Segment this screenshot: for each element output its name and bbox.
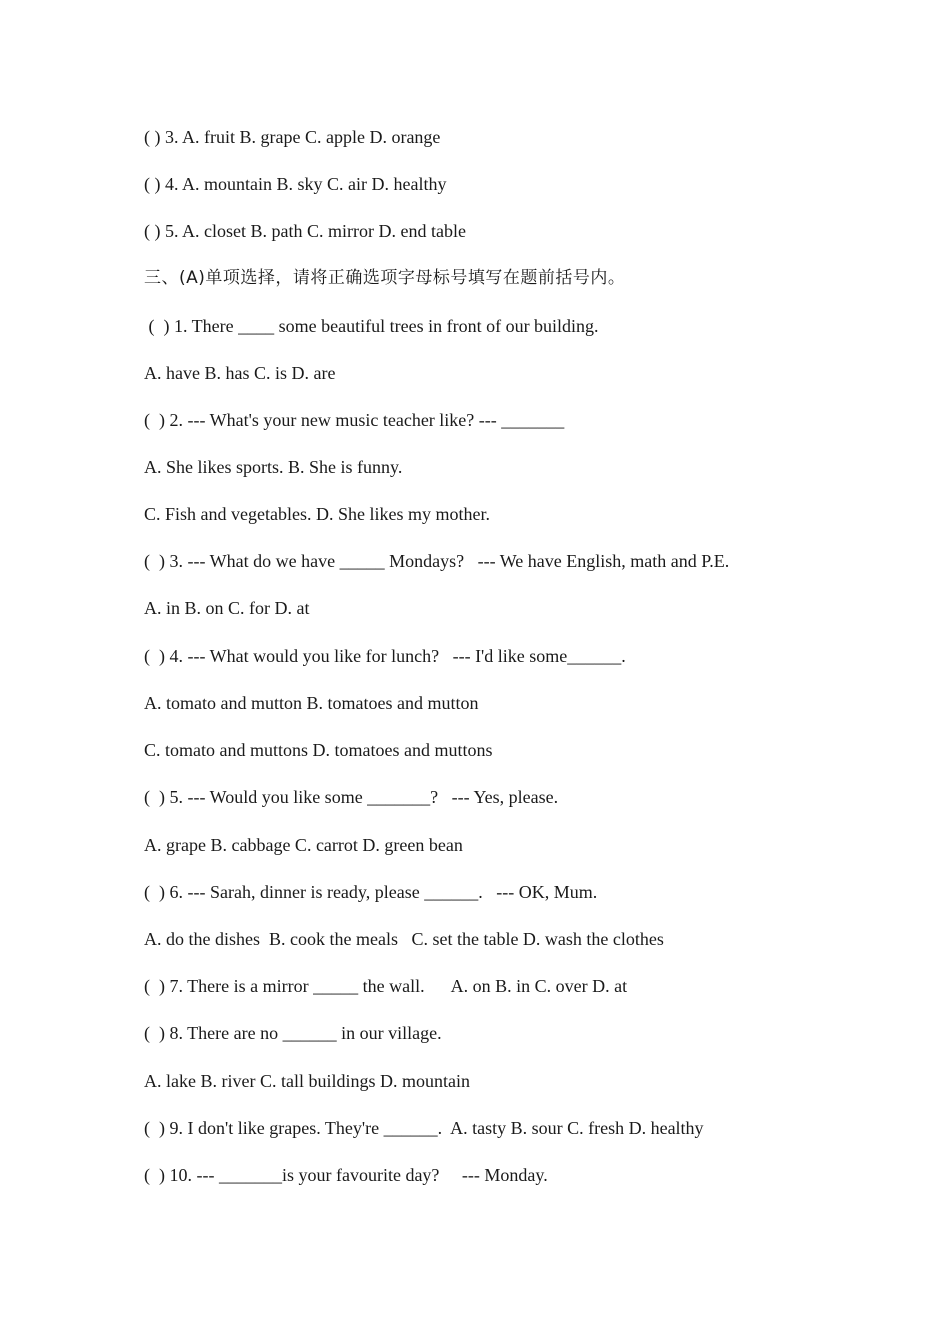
question-line-q3-phonics: ( ) 3. A. fruit B. grape C. apple D. orange [144,127,441,147]
question-line-9: ( ) 9. I don't like grapes. They're ______. A. tasty B. sour C. fresh D. healthy [144,1118,704,1138]
section-heading: 三、(A)单项选择，请将正确选项字母标号填写在题前括号内。 [144,268,626,288]
question-line-2: ( ) 2. --- What's your new music teacher like? --- _______ [144,410,565,430]
options-line-8: A. lake B. river C. tall buildings D. mountain [144,1071,470,1091]
options-line-5: A. grape B. cabbage C. carrot D. green bean [144,835,463,855]
question-line-q4-phonics: ( ) 4. A. mountain B. sky C. air D. healthy [144,174,447,194]
question-line-q5-phonics: ( ) 5. A. closet B. path C. mirror D. end table [144,221,466,241]
options-line-6: A. do the dishes B. cook the meals C. set the table D. wash the clothes [144,929,664,949]
question-line-3: ( ) 3. --- What do we have _____ Mondays? --- We have English, math and P.E. [144,551,730,571]
question-line-8: ( ) 8. There are no ______ in our village. [144,1023,442,1043]
question-line-1: ( ) 1. There ____ some beautiful trees in front of our building. [144,316,599,336]
options-line-2b: C. Fish and vegetables. D. She likes my mother. [144,504,490,524]
options-line-4b: C. tomato and muttons D. tomatoes and muttons [144,740,493,760]
question-line-10: ( ) 10. --- _______is your favourite day? --- Monday. [144,1165,548,1185]
options-line-1: A. have B. has C. is D. are [144,363,336,383]
options-line-4a: A. tomato and mutton B. tomatoes and mutton [144,693,479,713]
question-line-5: ( ) 5. --- Would you like some _______? --- Yes, please. [144,787,559,807]
question-line-6: ( ) 6. --- Sarah, dinner is ready, please ______. --- OK, Mum. [144,882,598,902]
options-line-3: A. in B. on C. for D. at [144,598,310,618]
question-line-7: ( ) 7. There is a mirror _____ the wall. A. on B. in C. over D. at [144,976,628,996]
options-line-2a: A. She likes sports. B. She is funny. [144,457,403,477]
question-line-4: ( ) 4. --- What would you like for lunch? --- I'd like some______. [144,646,626,666]
